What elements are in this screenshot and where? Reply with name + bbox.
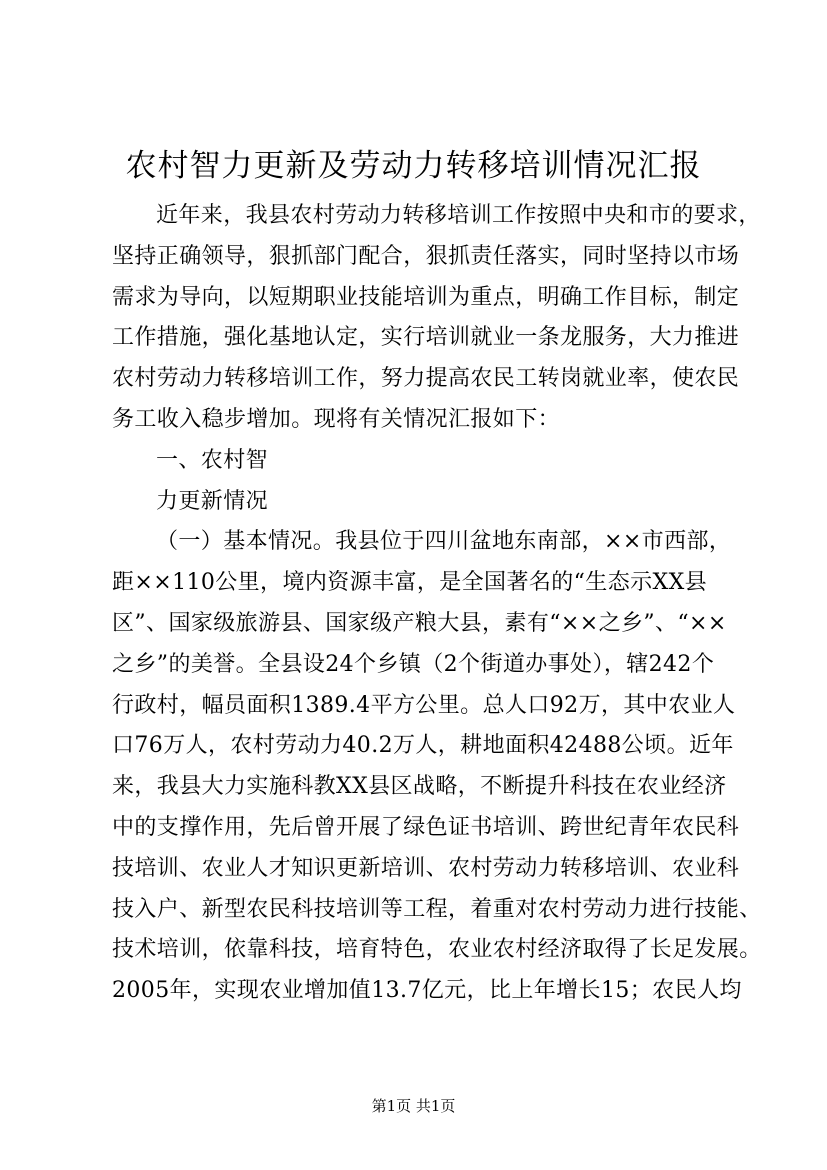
paragraph-line: 务工收入稳步增加。现将有关情况汇报如下： — [112, 406, 561, 432]
paragraph-line: 工作措施，强化基地认定，实行培训就业一条龙服务，大力推进 — [112, 325, 740, 351]
paragraph-line: 之乡”的美誉。全县设24个乡镇（2个街道办事处），辖242个 — [112, 651, 715, 677]
paragraph-line: 中的支撑作用，先后曾开展了绿色证书培训、跨世纪青年农民科 — [112, 814, 740, 840]
paragraph-line: 技术培训，依靠科技，培育特色，农业农村经济取得了长足发展。 — [112, 937, 762, 963]
paragraph-line: 口76万人，农村劳动力40.2万人，耕地面积42488公顷。近年 — [112, 733, 734, 759]
paragraph-line: 农村劳动力转移培训工作，努力提高农民工转岗就业率，使农民 — [112, 366, 740, 392]
document-title: 农村智力更新及劳动力转移培训情况汇报 — [125, 148, 702, 184]
paragraph-line: 行政村，幅员面积1389.4平方公里。总人口92万，其中农业人 — [112, 692, 736, 718]
page-footer: 第1页 共1页 — [371, 1097, 456, 1115]
paragraph-line: 2005年，实现农业增加值13.7亿元，比上年增长15；农民人均 — [112, 978, 742, 1004]
paragraph-line: 来，我县大力实施科教XX县区战略，不断提升科技在农业经济 — [112, 774, 727, 800]
paragraph-line: 技培训、农业人才知识更新培训、农村劳动力转移培训、农业科 — [112, 855, 740, 881]
paragraph-line: 近年来，我县农村劳动力转移培训工作按照中央和市的要求， — [156, 203, 761, 228]
paragraph-line: 技入户、新型农民科技培训等工程，着重对农村劳动力进行技能、 — [112, 896, 762, 922]
document-body — [112, 196, 762, 1012]
paragraph-line: 距××110公里，境内资源丰富，是全国著名的“生态示XX县 — [112, 570, 708, 596]
paragraph-line: （一）基本情况。我县位于四川盆地东南部，××市西部， — [156, 529, 732, 555]
section-heading: 一、农村智 — [156, 447, 269, 473]
paragraph-line: 需求为导向，以短期职业技能培训为重点，明确工作目标，制定 — [112, 284, 740, 310]
paragraph-line: 坚持正确领导，狠抓部门配合，狠抓责任落实，同时坚持以市场 — [112, 243, 740, 269]
section-heading-continued: 力更新情况 — [156, 488, 269, 514]
paragraph-line: 区”、国家级旅游县、国家级产粮大县，素有“××之乡”、“×× — [112, 610, 727, 636]
